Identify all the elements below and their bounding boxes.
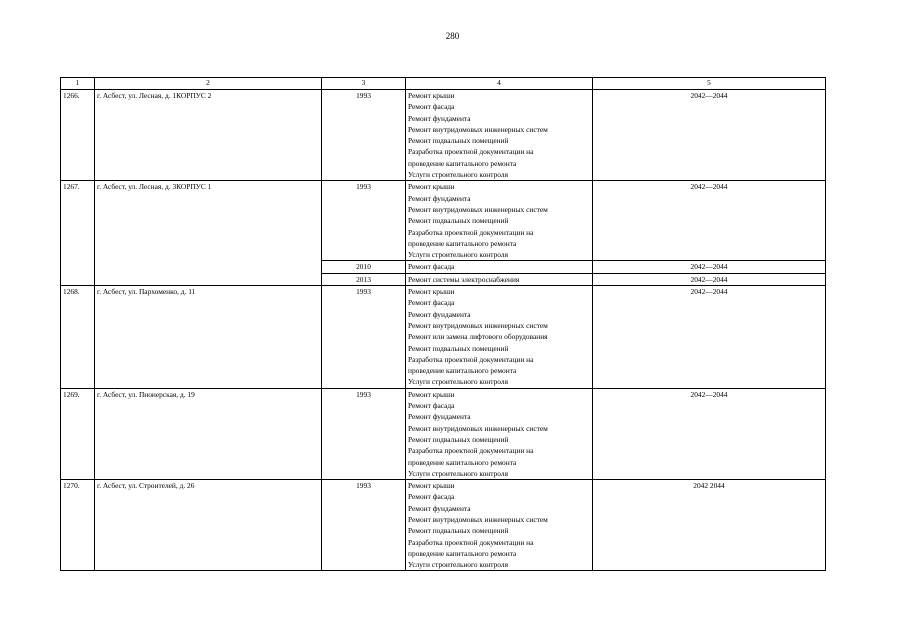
- work-item: Ремонт крыши: [408, 182, 455, 192]
- work-item: Ремонт подвальных помещений: [408, 216, 509, 226]
- column-header-1: 1: [61, 78, 95, 90]
- row-period: 2042 2044: [593, 480, 826, 571]
- work-item: Разработка проектной документации на: [408, 227, 534, 237]
- column-header-3: 3: [322, 78, 406, 90]
- row-number: 1268.: [61, 286, 95, 389]
- work-item: Ремонт крыши: [408, 91, 455, 100]
- row-year: 1993: [322, 388, 406, 479]
- work-item: проведение капитального ремонта: [408, 366, 517, 376]
- column-header-2: 2: [95, 78, 322, 90]
- row-address: г. Асбест, ул. Лесная, д. 1КОРПУС 2: [95, 90, 322, 181]
- row-period: 2042—2044: [593, 181, 826, 261]
- page-number: 280: [445, 31, 460, 41]
- row-year: 1993: [322, 286, 406, 389]
- column-header-5: 5: [593, 78, 826, 90]
- row-number: 1270.: [61, 480, 95, 571]
- table-row: [61, 480, 826, 571]
- work-item: Ремонт подвальных помещений: [408, 343, 509, 353]
- row-period: 2042—2044: [593, 90, 826, 181]
- work-item: Ремонт крыши: [408, 481, 455, 491]
- row-number: 1266.: [61, 90, 95, 181]
- work-item: Услуги строительного контроля: [408, 250, 508, 260]
- work-item: проведение капитального ремонта: [408, 457, 517, 467]
- row-address: г. Асбест, ул. Лесная, д. 3КОРПУС 1: [95, 181, 322, 286]
- work-item: Услуги строительного контроля: [408, 468, 508, 478]
- column-header-4: 4: [406, 78, 593, 90]
- work-item: Ремонт фасада: [408, 298, 455, 308]
- work-item: Ремонт фасада: [408, 492, 455, 502]
- subrow-period: 2042—2044: [593, 273, 826, 285]
- work-item: Ремонт фундамента: [408, 309, 471, 319]
- row-period: 2042—2044: [593, 286, 826, 389]
- work-item: Ремонт подвальных помещений: [408, 434, 509, 444]
- work-item: Ремонт внутридомовых инженерных систем: [408, 124, 548, 134]
- work-item: Ремонт фундамента: [408, 113, 471, 123]
- work-item: Услуги строительного контроля: [408, 170, 508, 180]
- work-item: Ремонт подвальных помещений: [408, 526, 509, 536]
- subrow-year: 2013: [322, 273, 406, 285]
- work-item: Ремонт крыши: [408, 389, 455, 399]
- row-number: 1267.: [61, 181, 95, 286]
- work-item: Ремонт внутридомовых инженерных систем: [408, 320, 548, 330]
- table-row: [61, 388, 826, 479]
- work-item: Ремонт внутридомовых инженерных систем: [408, 204, 548, 214]
- column-number-row: [61, 78, 826, 90]
- row-year: 1993: [322, 90, 406, 181]
- work-item: Ремонт внутридомовых инженерных систем: [408, 514, 548, 524]
- row-works: [406, 286, 593, 389]
- work-item: Ремонт фасада: [408, 102, 455, 112]
- work-item: Услуги строительного контроля: [408, 560, 508, 570]
- work-item: Ремонт внутридомовых инженерных систем: [408, 423, 548, 433]
- work-item: Услуги строительного контроля: [408, 377, 508, 387]
- row-year: 1993: [322, 181, 406, 261]
- subrow-work: Ремонт фасада: [406, 261, 593, 273]
- row-number: 1269.: [61, 388, 95, 479]
- work-item: Ремонт фундамента: [408, 193, 471, 203]
- row-year: 1993: [322, 480, 406, 571]
- work-item: Разработка проектной документации на: [408, 446, 534, 456]
- work-item: Ремонт или замена лифтового оборудования: [408, 332, 548, 342]
- work-item: Разработка проектной документации на: [408, 537, 534, 547]
- row-address: г. Асбест, ул. Пионерская, д. 19: [95, 388, 322, 479]
- row-address: г. Асбест, ул. Строителей, д. 26: [95, 480, 322, 571]
- table-row: [61, 181, 826, 261]
- subrow-period: 2042—2044: [593, 261, 826, 273]
- work-item: проведение капитального ремонта: [408, 238, 517, 248]
- row-period: 2042—2044: [593, 388, 826, 479]
- subrow-year: 2010: [322, 261, 406, 273]
- work-item: Ремонт фундамента: [408, 412, 471, 422]
- work-item: Ремонт крыши: [408, 287, 455, 297]
- table-row: [61, 286, 826, 389]
- row-works: [406, 90, 593, 181]
- work-item: Разработка проектной документации на: [408, 147, 534, 157]
- subrow-work: Ремонт системы электроснабжения: [406, 273, 593, 285]
- row-works: [406, 480, 593, 571]
- work-item: проведение капитального ремонта: [408, 158, 517, 168]
- table-row: [61, 90, 826, 181]
- work-item: Ремонт фасада: [408, 401, 455, 411]
- work-item: проведение капитального ремонта: [408, 548, 517, 558]
- row-address: г. Асбест, ул. Пархоменко, д. 11: [95, 286, 322, 389]
- repair-schedule-table: [60, 77, 826, 571]
- row-works: [406, 388, 593, 479]
- work-item: Ремонт подвальных помещений: [408, 136, 509, 146]
- work-item: Разработка проектной документации на: [408, 354, 534, 364]
- row-works: [406, 181, 593, 261]
- work-item: Ремонт фундамента: [408, 503, 471, 513]
